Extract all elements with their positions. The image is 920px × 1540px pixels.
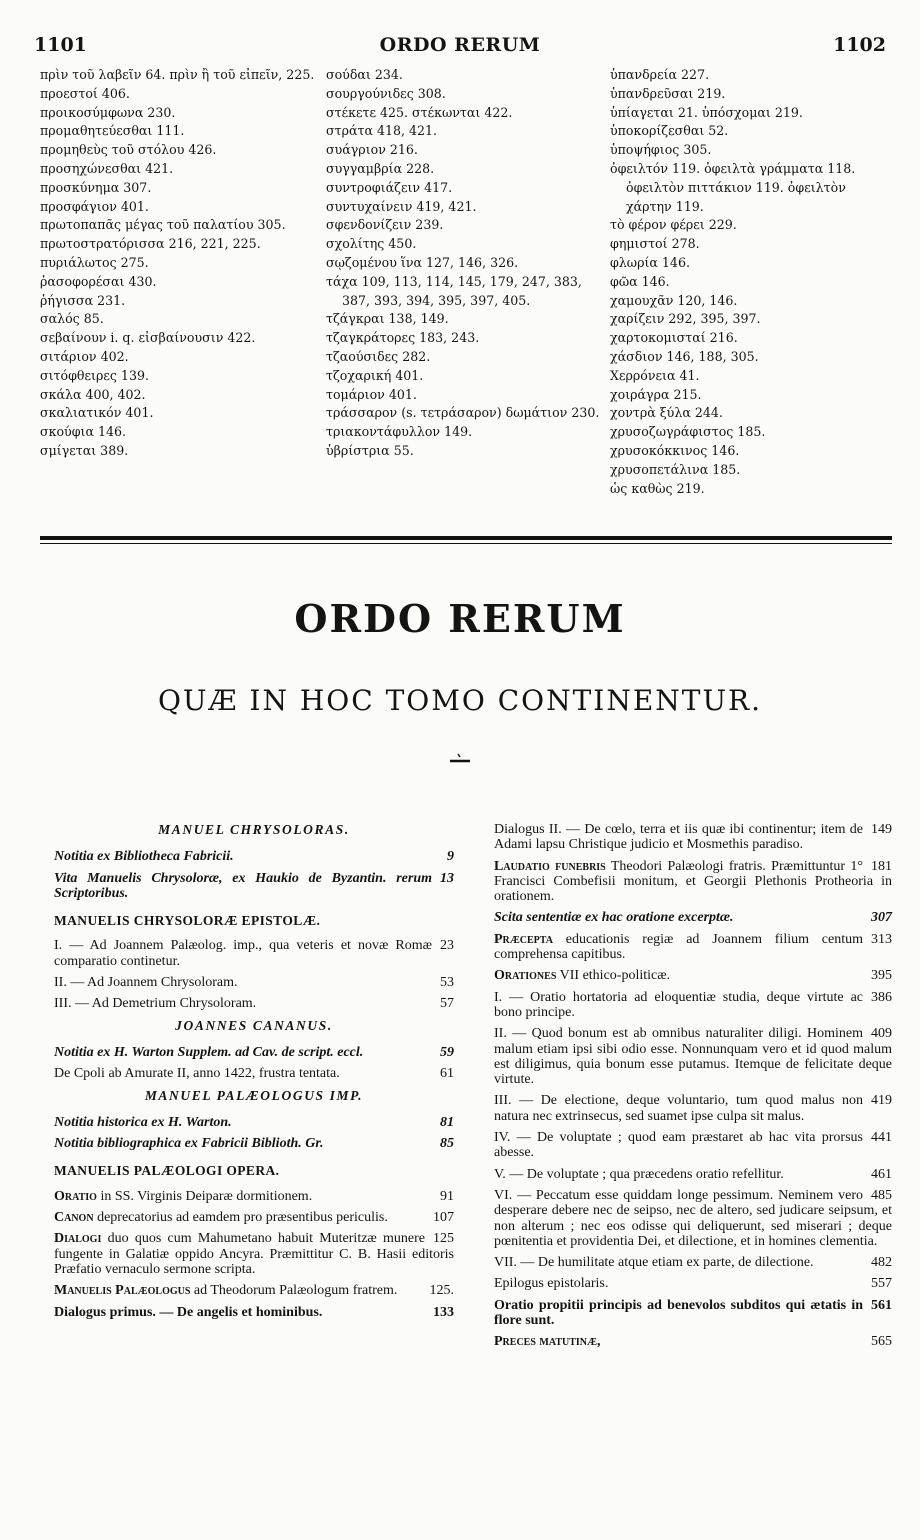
toc-entry-text: VI. — Peccatum esse quiddam longe pessimum. Neminem vero desperare debere nec de seipso, nec de altero, sed judicare seipsum, et non alterum ; nec eos odisse qui deliquerunt, sed miserari ; deque pœnitentia et providentia Dei, et dilectione, et in homines clementia.: [494, 1187, 892, 1249]
index-entry: ῥήγισσα 231.: [40, 292, 126, 308]
index-entry: Χερρόνεια 41.: [610, 367, 700, 383]
index-entry: χοιράγρα 215.: [610, 386, 702, 402]
toc-entry: [494, 1298, 892, 1329]
index-entry: σμίγεται 389.: [40, 442, 129, 458]
index-entry: σιτόφθειρες 139.: [40, 367, 149, 383]
toc-entry-text: Oratio propitii principis ad benevolos subditos qui ætatis in flore sunt.: [494, 1297, 863, 1329]
index-entry: ὡς καθὼς 219.: [610, 480, 705, 496]
index-column-2: [326, 66, 604, 461]
index-entry: σκούφια 146.: [40, 424, 127, 440]
running-header: [0, 34, 920, 58]
index-entry: τζαγκράτορες 183, 243.: [326, 330, 480, 346]
index-entry: ὑποψήφιος 305.: [610, 142, 712, 158]
toc-entry-text: Epilogus epistolaris.: [494, 1276, 609, 1292]
toc-entry: [494, 1093, 892, 1124]
index-entry: χρυσοζωγράφιστος 185.: [610, 424, 766, 440]
index-entry: σιτάριον 402.: [40, 348, 129, 364]
index-entry: πυριάλωτος 275.: [40, 254, 149, 270]
toc-page-number: 386: [871, 989, 892, 1005]
toc-entry: [494, 1255, 892, 1270]
index-entry: τζάγκραι 138, 149.: [326, 311, 449, 327]
toc-entry-text: De Cpoli ab Amurate II, anno 1422, frustra tentata.: [54, 1066, 340, 1082]
toc-entry-text: I. — Ad Joannem Palæolog. imp., qua veteris et novæ Romæ comparatio continetur.: [54, 938, 432, 969]
toc-page-number: 482: [871, 1255, 892, 1271]
index-entry: τομάριον 401.: [326, 386, 417, 402]
toc-entry-text: II. — Ad Joannem Chrysoloram.: [54, 975, 238, 991]
toc-entry-lead: Canon: [54, 1210, 94, 1226]
index-entry: τζαούσιδες 282.: [326, 348, 431, 364]
toc-section-heading: MANUEL PALÆOLOGUS IMP.: [144, 1087, 364, 1103]
index-entry: ὀφειλτόν 119. ὀφειλτὰ γράμματα 118. ὀφειλτὸν πιττάκιον 119. ὀφειλτὸν χάρτην 119.: [610, 160, 856, 214]
toc-left-column: [54, 822, 454, 1326]
index-entry: τὸ φέρον φέρει 229.: [610, 217, 737, 233]
index-entry: σουργούνιδες 308.: [326, 85, 446, 101]
toc-entry: [54, 1210, 454, 1225]
toc-entry: [54, 938, 454, 969]
ornament-dash-icon: [448, 752, 472, 768]
index-entry: ὑβρίστρια 55.: [326, 442, 414, 458]
toc-entry: [494, 990, 892, 1021]
toc-page-number: 485: [871, 1187, 892, 1203]
toc-entry-lead: Præcepta: [494, 931, 553, 947]
toc-entry-text: Notitia bibliographica ex Fabricii Biblioth. Gr.: [54, 1136, 324, 1152]
index-column-3: [610, 66, 892, 498]
divider-thin: [40, 543, 892, 544]
toc-entry-lead: Manuelis Palæologus: [54, 1283, 191, 1299]
toc-entry: [54, 1283, 454, 1298]
toc-entry-text: educationis regiæ ad Joannem filium centum comprehensa capitibus.: [494, 931, 863, 963]
toc-entry: [494, 859, 892, 905]
toc-section-heading: MANUELIS PALÆOLOGI OPERA.: [54, 1163, 280, 1179]
index-entry: σχολίτης 450.: [326, 236, 417, 252]
toc-entry: [54, 1231, 454, 1277]
toc-entry: [494, 1334, 892, 1349]
toc-section-heading: JOANNES CANANUS.: [175, 1017, 333, 1033]
toc-entry-text: deprecatorius ad eamdem pro præsentibus periculis.: [93, 1210, 388, 1226]
toc-page-number: 441: [871, 1130, 892, 1146]
toc-entry-text: Dialogus II. — De cœlo, terra et iis quæ ibi continentur; item de Adami lapsu Christique judicio et Mosmethis paradiso.: [494, 822, 863, 853]
toc-entry: [494, 968, 892, 983]
index-entry: τράσσαρον (s. τετράσαρον) δωμάτιον 230.: [326, 405, 600, 421]
index-entry: χοντρὰ ξύλα 244.: [610, 405, 723, 421]
toc-entry: [494, 932, 892, 963]
toc-entry: [494, 1276, 892, 1291]
toc-page-number: 149: [871, 822, 892, 837]
toc-entry-text: Notitia historica ex H. Warton.: [54, 1114, 232, 1130]
toc-entry: [54, 1066, 454, 1081]
toc-page-number: 61: [440, 1066, 454, 1082]
toc-entry: [494, 1130, 892, 1161]
toc-entry: [494, 1167, 892, 1182]
toc-page-number: 181: [871, 858, 892, 874]
index-entry: χαμουχᾶν 120, 146.: [610, 292, 738, 308]
toc-entry-text: Theodori Palæologi fratris. Præmittuntur 1° Francisci Combefisii monitum, et Georgii Plethonis Protheoria in orationem.: [494, 858, 892, 905]
index-entry: προμηθεὺς τοῦ στόλου 426.: [40, 142, 217, 158]
toc-entry-text: VII. — De humilitate atque etiam ex parte, de dilectione.: [494, 1255, 814, 1271]
toc-title: ORDO RERUM: [294, 596, 626, 641]
right-page-number: 1102: [833, 34, 886, 56]
index-entry: προικοσύμφωνα 230.: [40, 104, 176, 120]
index-entry: πρωτοπαπᾶς μέγας τοῦ παλατίου 305.: [40, 217, 286, 233]
toc-entry-lead: Oratio: [54, 1188, 97, 1204]
toc-entry: [494, 1188, 892, 1249]
left-page-number: 1101: [34, 34, 87, 56]
toc-entry-text: Dialogus primus. — De angelis et hominibus.: [54, 1304, 323, 1320]
toc-entry-text: Notitia ex Bibliotheca Fabricii.: [54, 849, 234, 865]
toc-entry: [54, 849, 454, 864]
index-entry: σεβαίνουν i. q. εἰσβαίνουσιν 422.: [40, 330, 256, 346]
toc-page-number: 107: [433, 1210, 454, 1226]
index-entry: τζοχαρική 401.: [326, 367, 424, 383]
index-entry: ὑποκορίζεσθαι 52.: [610, 123, 729, 139]
index-entry: χαρίζειν 292, 395, 397.: [610, 311, 761, 327]
toc-page-number: 395: [871, 968, 892, 984]
toc-entry-lead: Orationes: [494, 968, 557, 984]
index-entry: ῥασοφορέσαι 430.: [40, 273, 157, 289]
toc-entry: [54, 996, 454, 1011]
toc-subtitle: QUÆ IN HOC TOMO CONTINENTUR.: [157, 684, 763, 717]
index-entry: προμαθητεύεσθαι 111.: [40, 123, 185, 139]
toc-entry-text: V. — De voluptate ; qua præcedens oratio refellitur.: [494, 1166, 784, 1182]
index-entry: σκαλιατικόν 401.: [40, 405, 154, 421]
index-entry: προσηχώνεσθαι 421.: [40, 160, 174, 176]
toc-page-number: 125.: [429, 1283, 454, 1299]
toc-entry-text: Vita Manuelis Chrysoloræ, ex Haukio de Byzantin. rerum Scriptoribus.: [54, 870, 432, 901]
index-entry: προεστοί 406.: [40, 85, 130, 101]
toc-page-number: 125: [433, 1231, 454, 1247]
index-entry: χαρτοκομισταί 216.: [610, 330, 738, 346]
index-entry: φημιστοί 278.: [610, 236, 700, 252]
toc-page-number: 133: [433, 1304, 454, 1320]
toc-entry-text: III. — Ad Demetrium Chrysoloram.: [54, 996, 257, 1012]
toc-page-number: 53: [440, 975, 454, 991]
toc-page-number: 81: [440, 1114, 454, 1130]
toc-entry-text: II. — Quod bonum est ab omnibus naturaliter diligi. Hominem malum etiam ipsi sibi odio esse. Nonnunquam vero et id quod malum est diligimus, quia bonum esse putamus. Itemque de felicitate deque virtute.: [494, 1026, 892, 1088]
toc-page-number: 9: [447, 849, 454, 865]
toc-page-number: 13: [440, 870, 454, 886]
toc-entry-text: I. — Oratio hortatoria ad eloquentiæ studia, deque virtute ac bono principe.: [494, 989, 863, 1020]
toc-entry-text: ad Theodorum Palæologum fratrem.: [190, 1283, 398, 1299]
toc-entry: [54, 1189, 454, 1204]
index-column-1: [40, 66, 316, 461]
toc-entry-lead: Dialogi: [54, 1231, 102, 1247]
toc-page-number: 565: [871, 1334, 892, 1350]
toc-section-heading: MANUEL CHRYSOLORAS.: [158, 822, 350, 837]
toc-page-number: 57: [440, 996, 454, 1012]
index-entry: στράτα 418, 421.: [326, 123, 438, 139]
index-entry: τριακοντάφυλλον 149.: [326, 424, 473, 440]
toc-page-number: 91: [440, 1188, 454, 1204]
index-entry: τάχα 109, 113, 114, 145, 179, 247, 383, 387, 393, 394, 395, 397, 405.: [326, 273, 582, 308]
index-entry: στέκετε 425. στέκωνται 422.: [326, 104, 513, 120]
toc-entry-text: Scita sententiæ ex hac oratione excerptæ.: [494, 910, 734, 926]
index-entry: χρυσοκόκκινος 146.: [610, 442, 740, 458]
toc-entry: [494, 910, 892, 925]
toc-entry-text: duo quos cum Mahumetano habuit Muteritzæ munere fungente in Galatiæ oppido Ancyra. Præmittitur C. B. Hasii editoris Præfatio vernaculo sermone scripta.: [54, 1231, 454, 1277]
toc-page-number: 461: [871, 1166, 892, 1182]
index-entry: φῶα 146.: [610, 273, 670, 289]
toc-entry-text: IV. — De voluptate ; quod eam præstaret ab hac vita prorsus abesse.: [494, 1130, 863, 1161]
toc-entry: [54, 1305, 454, 1320]
toc-page-number: 313: [871, 931, 892, 947]
index-entry: προσφάγιον 401.: [40, 198, 149, 214]
toc-page-number: 419: [871, 1093, 892, 1109]
toc-entry: [54, 1045, 454, 1060]
toc-right-column: [494, 822, 892, 1356]
index-entry: συντυχαίνειν 419, 421.: [326, 198, 477, 214]
toc-entry-text: Notitia ex H. Warton Supplem. ad Cav. de script. eccl.: [54, 1044, 364, 1060]
toc-entry-lead: Laudatio funebris: [494, 858, 606, 874]
toc-entry-lead: Preces matutinæ,: [494, 1334, 601, 1350]
index-entry: συγγαμβρία 228.: [326, 160, 435, 176]
toc-section-heading: MANUELIS CHRYSOLORÆ EPISTOLÆ.: [54, 913, 321, 929]
index-entry: συάγριον 216.: [326, 142, 418, 158]
index-entry: πρωτοστρατόρισσα 216, 221, 225.: [40, 236, 261, 252]
index-entry: σκάλα 400, 402.: [40, 386, 146, 402]
toc-page-number: 59: [440, 1044, 454, 1060]
toc-entry: [54, 1136, 454, 1151]
toc-entry: [494, 1026, 892, 1087]
toc-entry: [54, 975, 454, 990]
toc-page-number: 409: [871, 1026, 892, 1042]
toc-entry: [54, 1115, 454, 1130]
index-entry: σαλός 85.: [40, 311, 104, 327]
index-entry: φλωρία 146.: [610, 254, 690, 270]
index-entry: ὑπίαγεται 21. ὑπόσχομαι 219.: [610, 104, 803, 120]
index-entry: πρὶν τοῦ λαβεῖν 64. πρὶν ἢ τοῦ εἰπεῖν, 225.: [40, 67, 315, 82]
toc-entry-text: III. — De electione, deque voluntario, tum quod malus non natura nec extrinsecus, sed suamet ipse culpa sit malus.: [494, 1093, 863, 1124]
index-entry: σῳζομένου ἵνα 127, 146, 326.: [326, 254, 519, 270]
toc-page-number: 557: [871, 1276, 892, 1292]
index-entry: ὑπανδρεῦσαι 219.: [610, 85, 726, 101]
toc-entry: [494, 822, 892, 853]
toc-page-number: 307: [871, 910, 892, 926]
running-title: ORDO RERUM: [379, 34, 541, 56]
toc-page-number: 85: [440, 1136, 454, 1152]
toc-entry-text: VII ethico-politicæ.: [556, 968, 671, 984]
index-entry: σφενδονίζειν 239.: [326, 217, 444, 233]
index-entry: προσκύνημα 307.: [40, 179, 152, 195]
index-entry: χάσδιον 146, 188, 305.: [610, 348, 759, 364]
index-entry: σούδαι 234.: [326, 67, 403, 82]
index-entry: χρυσοπετάλινα 185.: [610, 461, 741, 477]
toc-entry: [54, 871, 454, 902]
toc-page-number: 23: [440, 938, 454, 954]
toc-entry-text: in SS. Virginis Deiparæ dormitionem.: [96, 1188, 313, 1204]
index-entry: συντροφιάζειν 417.: [326, 179, 453, 195]
divider-thick: [40, 536, 892, 540]
toc-page-number: 561: [871, 1297, 892, 1313]
index-entry: ὑπανδρεία 227.: [610, 67, 710, 82]
